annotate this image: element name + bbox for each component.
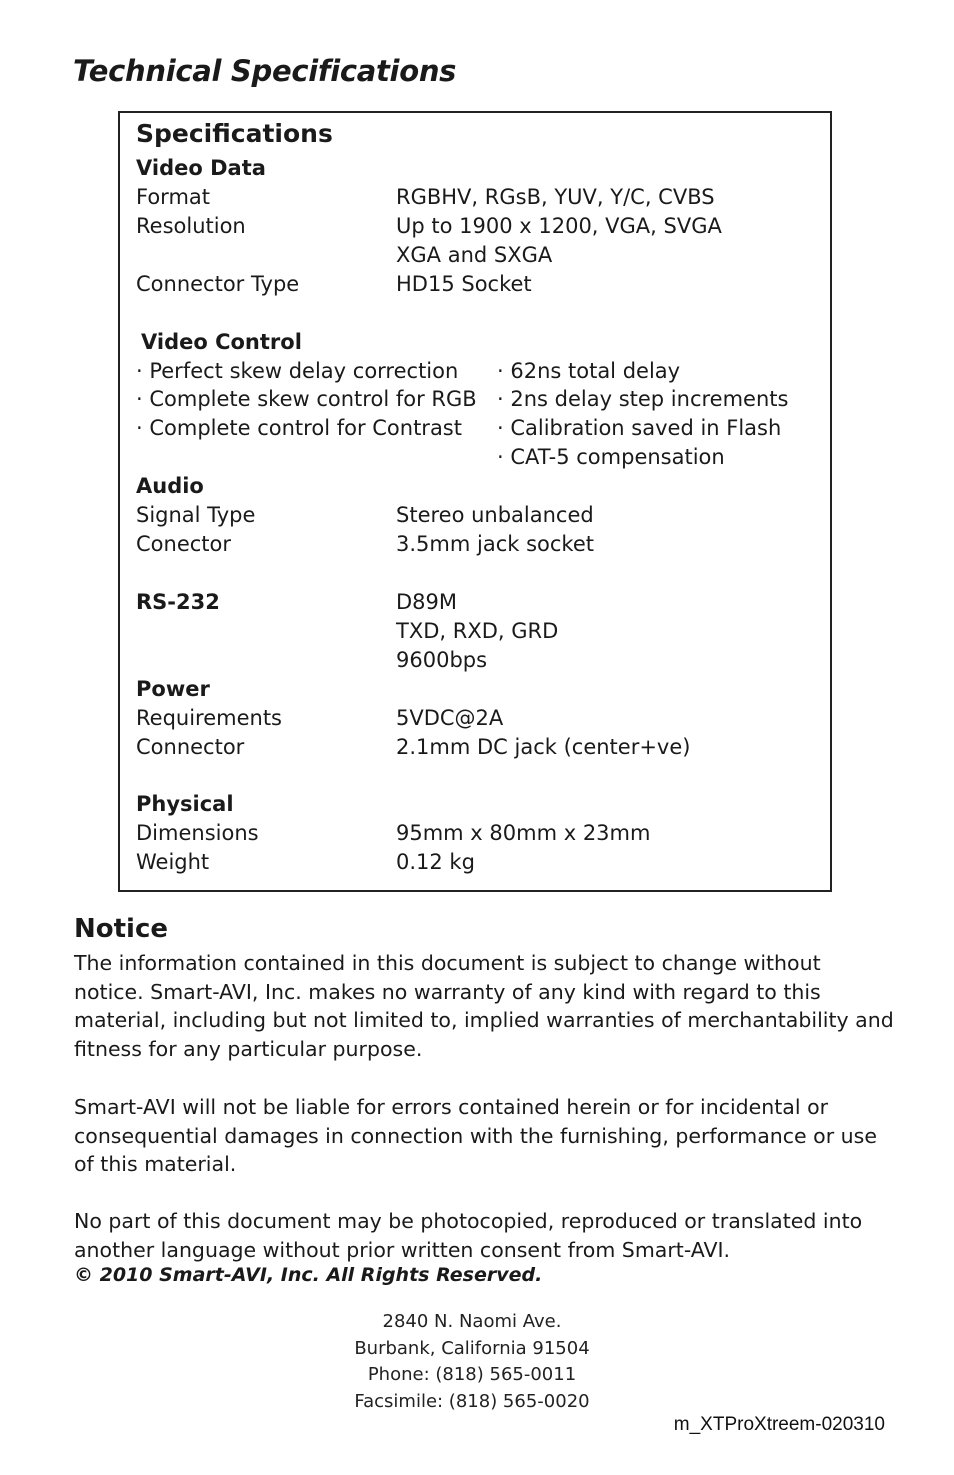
spec-label: Signal Type [136, 503, 256, 527]
spec-value: Up to 1900 x 1200, VGA, SVGA [396, 214, 722, 238]
spec-value: 95mm x 80mm x 23mm [396, 821, 651, 845]
spec-label: Resolution [136, 214, 246, 238]
rs232-heading: RS-232 [136, 590, 220, 614]
copyright-notice: © 2010 Smart-AVI, Inc. All Rights Reserved. [74, 1264, 543, 1286]
specifications-heading: Specifications [136, 119, 333, 148]
company-address [272, 1309, 672, 1415]
spec-value: TXD, RXD, GRD [396, 619, 559, 643]
address-phone: Phone: (818) 565-0011 [367, 1364, 577, 1385]
page-title: Technical Specifications [73, 54, 457, 88]
power-heading: Power [136, 677, 210, 701]
address-city: Burbank, California 91504 [354, 1337, 590, 1359]
notice-paragraph: Smart-AVI will not be liable for errors contained herein or for incidental or consequential damages in connection with the furnishing, performance or use of this material. [74, 1095, 877, 1177]
specifications-box [118, 111, 832, 892]
notice-paragraph: No part of this document may be photocopied, reproduced or translated into another language without prior written consent from Smart-AVI. [74, 1209, 863, 1262]
spec-value: XGA and SXGA [396, 243, 553, 267]
video-control-heading: Video Control [141, 330, 302, 354]
address-fax: Facsimile: (818) 565-0020 [354, 1390, 590, 1412]
spec-value: D89M [396, 590, 458, 614]
notice-paragraph: The information contained in this document is subject to change without notice. Smart-AVI, Inc. makes no warranty of any kind with regard to this material, including but not limited to, implied warranties of merchantability and fitness for any particular purpose. [74, 951, 894, 1062]
physical-heading: Physical [136, 792, 234, 816]
spec-label: Conector [136, 532, 232, 556]
feature-item: · Complete control for Contrast [136, 416, 462, 440]
spec-value: Stereo unbalanced [396, 503, 594, 527]
feature-item: · 2ns delay step increments [497, 387, 789, 411]
address-street: 2840 N. Naomi Ave. [382, 1311, 562, 1332]
spec-label: Requirements [136, 706, 282, 730]
audio-heading: Audio [136, 474, 204, 498]
spec-label: Connector Type [136, 272, 300, 296]
spec-value: HD15 Socket [396, 272, 532, 296]
spec-label: Connector [136, 735, 245, 759]
feature-item: · Complete skew control for RGB [136, 387, 477, 411]
feature-item: · Perfect skew delay correction [136, 359, 459, 383]
spec-value: 5VDC@2A [396, 706, 504, 730]
spec-value: 3.5mm jack socket [396, 532, 594, 556]
spec-label: Format [136, 185, 211, 209]
notice-heading: Notice [74, 914, 169, 944]
spec-label: Weight [136, 850, 210, 874]
spec-value: 0.12 kg [396, 850, 475, 874]
video-data-heading: Video Data [136, 156, 266, 180]
spec-value: 9600bps [396, 648, 488, 672]
spec-label: Dimensions [136, 821, 259, 845]
feature-item: · CAT-5 compensation [497, 445, 725, 469]
feature-item: · 62ns total delay [497, 359, 681, 383]
spec-value: 2.1mm DC jack (center+ve) [396, 735, 691, 759]
document-code: m_XTProXtreem-020310 [673, 1414, 885, 1435]
feature-item: · Calibration saved in Flash [497, 416, 782, 440]
spec-value: RGBHV, RGsB, YUV, Y/C, CVBS [396, 185, 715, 209]
